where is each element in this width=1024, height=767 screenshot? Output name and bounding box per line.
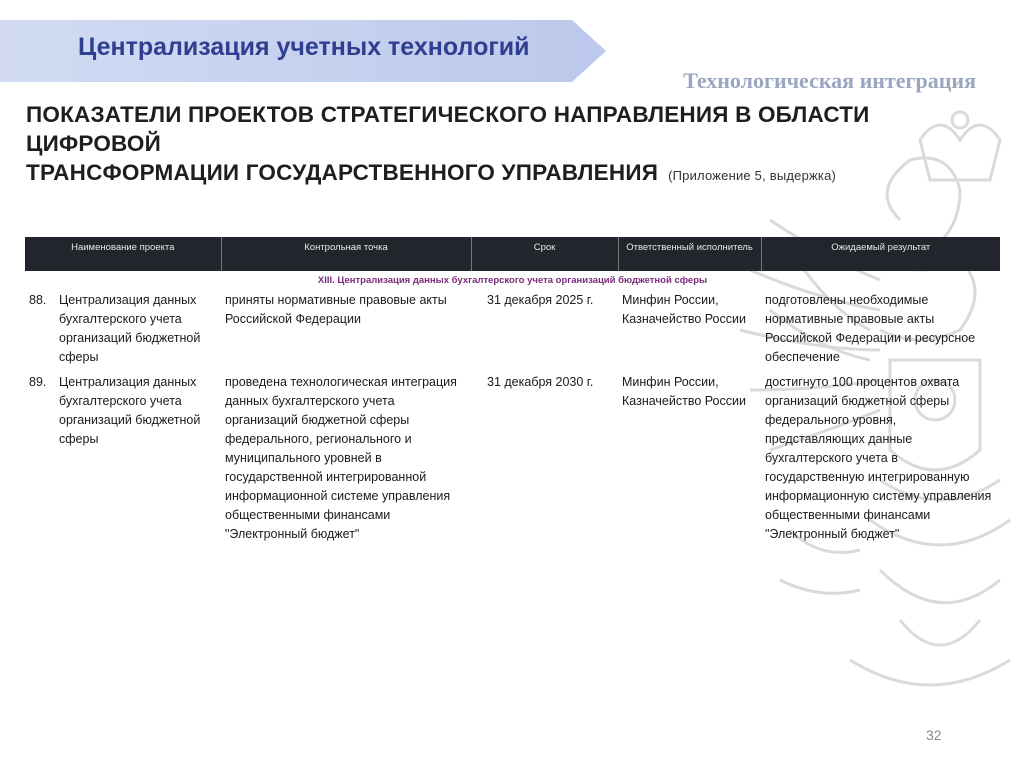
section-title: XIII. Централизация данных бухгалтерского учета организаций бюджетной сферы xyxy=(317,275,708,286)
executor-cell: Минфин России, Казначейство России xyxy=(622,375,746,408)
page-number: 32 xyxy=(926,727,942,743)
project-cell xyxy=(25,289,221,371)
subtitle: Технологическая интеграция xyxy=(683,68,976,93)
table-row xyxy=(25,371,1000,548)
title-appendix: (Приложение 5, выдержка) xyxy=(668,168,837,183)
project-cell xyxy=(25,371,221,548)
table-row xyxy=(25,289,1000,371)
title-line-2: ТРАНСФОРМАЦИИ ГОСУДАРСТВЕННОГО УПРАВЛЕНИЯ xyxy=(26,160,659,185)
title-line-2-wrap xyxy=(26,158,1006,190)
result-cell: достигнуто 100 процентов охвата организаций бюджетной сферы федерального уровня, представляющих данные бухгалтерского учета в государственную интегрированную информационную систему управления общественными финансами "Электронный бюджет" xyxy=(765,375,992,541)
banner-title: Централизация учетных технологий xyxy=(78,33,530,61)
header-executor: Ответственный исполнитель xyxy=(618,237,761,271)
header-result: Ожидаемый результат xyxy=(761,237,1000,271)
row-number: 89. xyxy=(29,375,47,389)
result-cell: подготовлены необходимые нормативные правовые акты Российской Федерации и ресурсное обеспечение xyxy=(765,293,976,364)
section-row xyxy=(25,271,1000,289)
project-name: Централизация данных бухгалтерского учета организаций бюджетной сферы xyxy=(59,375,201,446)
project-name: Централизация данных бухгалтерского учета организаций бюджетной сферы xyxy=(59,293,201,364)
projects-table xyxy=(25,237,1000,548)
row-number: 88. xyxy=(29,293,47,307)
header-checkpoint: Контрольная точка xyxy=(221,237,471,271)
deadline-cell: 31 декабря 2025 г. xyxy=(487,293,594,307)
checkpoint-cell: проведена технологическая интеграция данных бухгалтерского учета организаций бюджетной сферы федерального, регионального и муниципального уровней в государственной интегрированной информационной системе управления общественными финансами "Электронный бюджет" xyxy=(225,375,457,541)
deadline-cell: 31 декабря 2030 г. xyxy=(487,375,594,389)
section-banner xyxy=(0,20,606,82)
title-line-1: ПОКАЗАТЕЛИ ПРОЕКТОВ СТРАТЕГИЧЕСКОГО НАПРАВЛЕНИЯ В ОБЛАСТИ ЦИФРОВОЙ xyxy=(26,102,870,156)
page-title xyxy=(26,100,1006,190)
header-deadline: Срок xyxy=(471,237,618,271)
table-header-row xyxy=(25,237,1000,271)
checkpoint-cell: приняты нормативные правовые акты Российской Федерации xyxy=(225,293,447,326)
executor-cell: Минфин России, Казначейство России xyxy=(622,293,746,326)
header-project: Наименование проекта xyxy=(25,237,221,271)
